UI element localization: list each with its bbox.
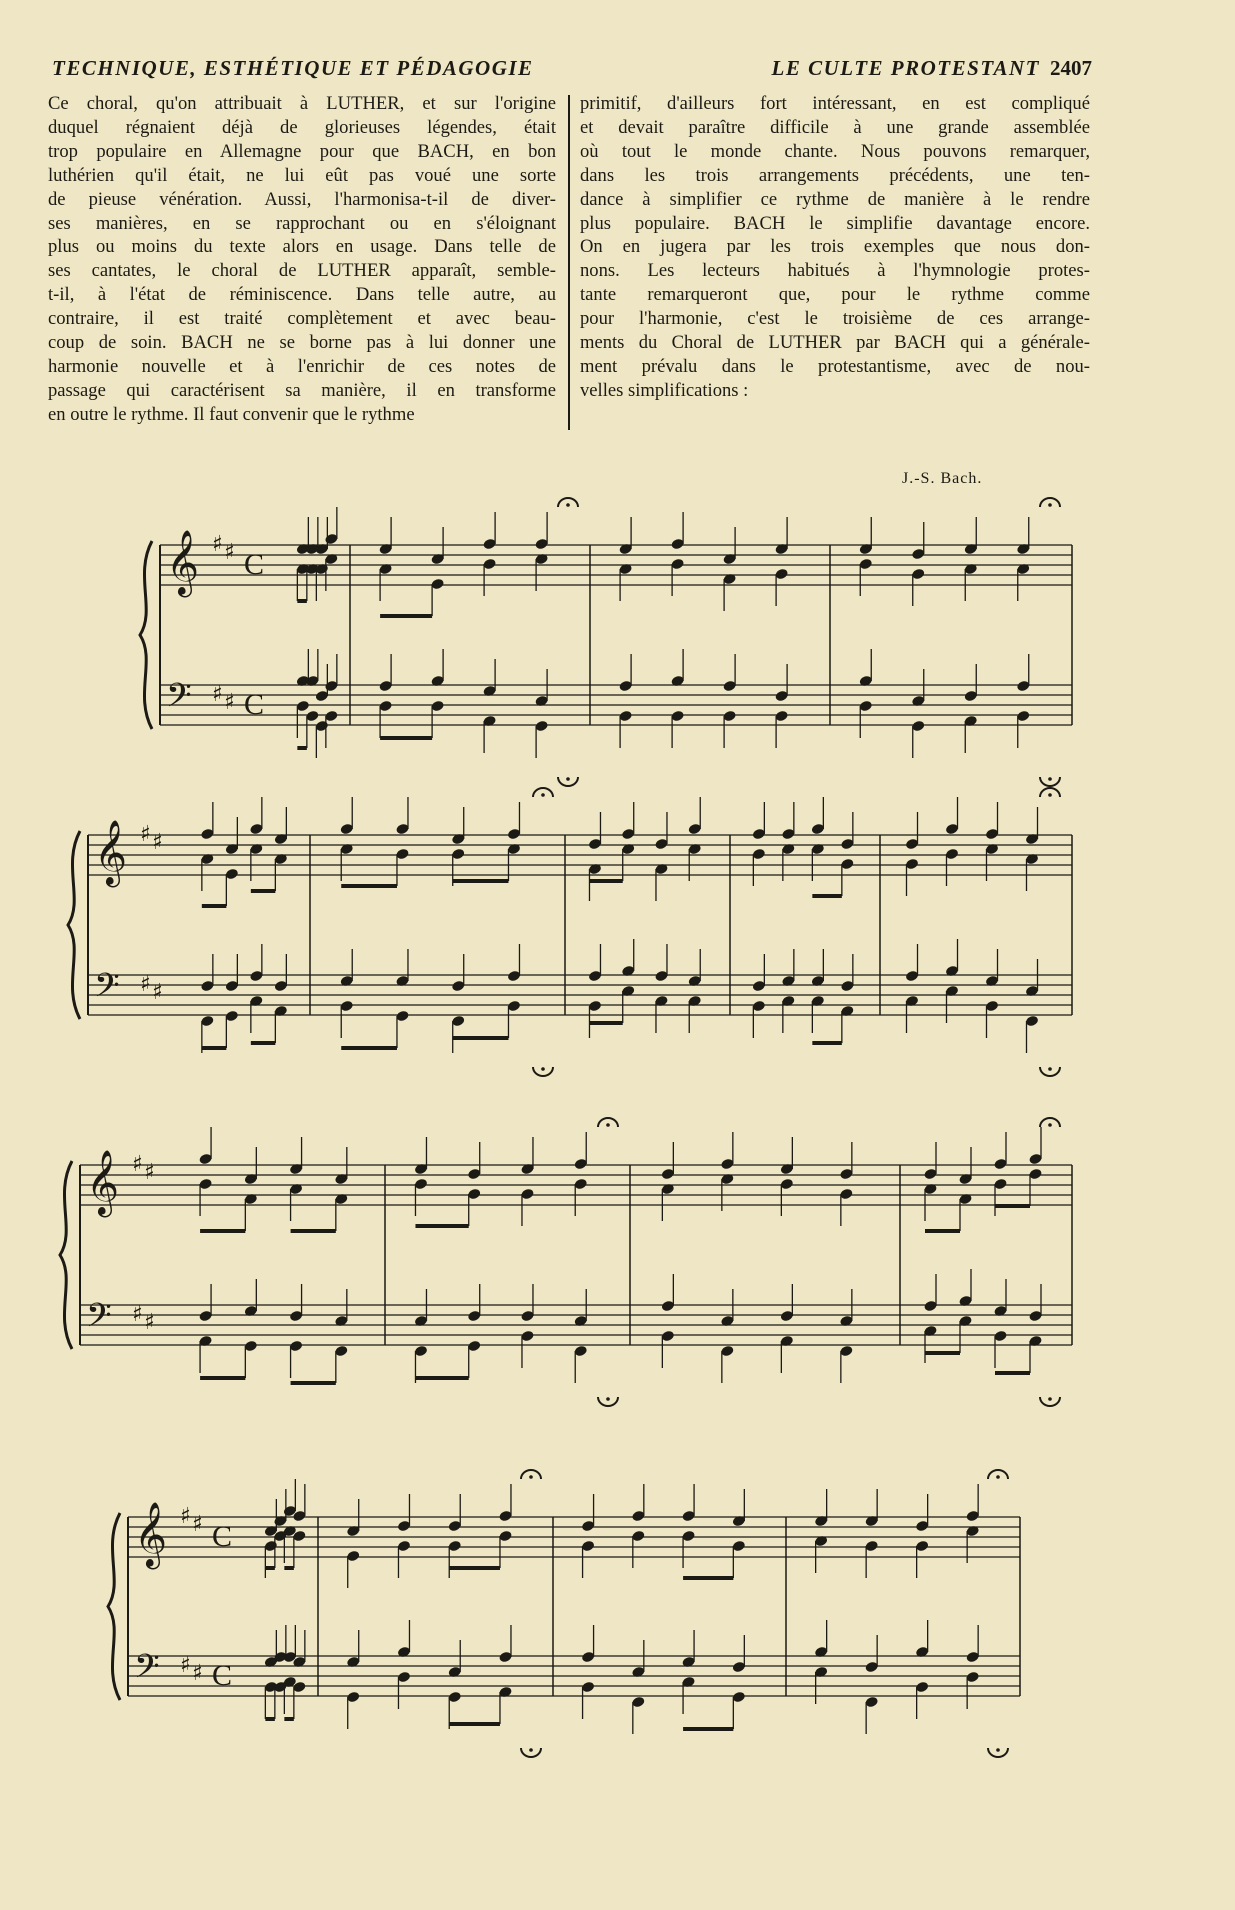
text-line: On en jugera par les trois exemples que nous don- <box>580 236 1090 258</box>
text-line: plus ou moins du texte alors en usage. Dans telle de <box>48 236 556 258</box>
fermata-dot <box>1048 793 1052 797</box>
text-line: ment prévalu dans le protestantisme, avec de nou- <box>580 355 1090 377</box>
key-signature-sharp: ♯ <box>192 1512 203 1537</box>
header-chapter-title: LE CULTE PROTESTANT <box>771 56 1040 80</box>
key-signature-sharp: ♯ <box>140 972 151 997</box>
text-line: Ce choral, qu'on attribuait à LUTHER, et sur l'origine <box>48 93 556 114</box>
key-signature-sharp: ♯ <box>132 1152 143 1177</box>
text-line: velles simplifications : <box>580 379 749 401</box>
fermata-dot <box>996 1475 1000 1479</box>
text-line: plus populaire. BACH le simplifie davantage encore. <box>580 212 1090 234</box>
text-line: dans les trois arrangements précédents, une ten- <box>580 164 1090 186</box>
bass-clef: 𝄢 <box>134 1648 160 1694</box>
text-line: pour l'harmonie, c'est le troisième de ces arrange- <box>580 308 1090 330</box>
key-signature-sharp: ♯ <box>224 690 235 715</box>
text-line: ses manières, en se rapprochant ou en s'éloignant <box>48 212 556 234</box>
treble-clef: 𝄞 <box>134 1502 168 1567</box>
fermata-dot <box>529 1748 533 1752</box>
key-signature-sharp: ♯ <box>152 980 163 1005</box>
key-signature-sharp: ♯ <box>224 540 235 565</box>
text-line: coup de soin. BACH ne se borne pas à lui donner une <box>48 332 556 354</box>
text-line: ses cantates, le choral de LUTHER apparaît, semble- <box>48 260 556 282</box>
header-section-title: TECHNIQUE, ESTHÉTIQUE ET PÉDAGOGIE <box>52 56 534 80</box>
brace <box>108 1513 120 1700</box>
fermata-dot <box>996 1748 1000 1752</box>
key-signature-sharp: ♯ <box>144 1160 155 1185</box>
text-line: trop populaire en Allemagne pour que BACH, en bon <box>48 140 556 162</box>
treble-clef: 𝄞 <box>86 1150 120 1215</box>
key-signature-sharp: ♯ <box>180 1653 191 1678</box>
text-line: et devait paraître difficile à une grande assemblée <box>580 116 1090 138</box>
key-signature-sharp: ♯ <box>192 1661 203 1686</box>
key-signature-sharp: ♯ <box>180 1504 191 1529</box>
time-signature: C <box>212 1520 233 1553</box>
key-signature-sharp: ♯ <box>132 1302 143 1327</box>
text-line: passage qui caractérisent sa manière, il en transforme <box>48 379 556 401</box>
brace <box>68 831 80 1019</box>
text-line: tante remarqueront que, pour le rythme comme <box>580 284 1090 306</box>
fermata-dot <box>541 793 545 797</box>
fermata-dot <box>1048 1397 1052 1401</box>
fermata-dot <box>566 503 570 507</box>
text-line: dance à simplifier ce rythme de manière à le rendre <box>580 188 1090 210</box>
page-number: 2407 <box>1050 56 1092 80</box>
fermata-dot <box>1048 1123 1052 1127</box>
text-line: en outre le rythme. Il faut convenir que le rythme <box>48 403 415 425</box>
fermata-dot <box>606 1397 610 1401</box>
text-line: duquel régnaient déjà de glorieuses légendes, était <box>48 116 556 138</box>
text-line: de pieuse vénération. Aussi, l'harmonisa-t-il de diver- <box>48 188 556 210</box>
text-line: luthérien qu'il était, ne lui eût pas voué une sorte <box>48 164 556 186</box>
fermata-dot <box>541 1067 545 1071</box>
time-signature: C <box>212 1659 233 1692</box>
bass-clef: 𝄢 <box>94 967 120 1013</box>
text-line: contraire, il est traité complètement et avec beau- <box>48 308 556 330</box>
treble-clef: 𝄞 <box>166 530 200 595</box>
key-signature-sharp: ♯ <box>144 1310 155 1335</box>
text-line: où tout le monde chante. Nous pouvons remarquer, <box>580 140 1090 162</box>
key-signature-sharp: ♯ <box>212 532 223 557</box>
text-line: harmonie nouvelle et à l'enrichir de ces notes de <box>48 355 556 377</box>
fermata-dot <box>529 1475 533 1479</box>
bass-clef: 𝄢 <box>86 1297 112 1343</box>
time-signature: C <box>244 548 265 581</box>
fermata-dot <box>606 1123 610 1127</box>
bass-clef: 𝄢 <box>166 677 192 723</box>
fermata-dot <box>1048 1067 1052 1071</box>
text-line: ments du Choral de LUTHER par BACH qui a générale- <box>580 332 1090 354</box>
fermata-dot <box>1048 503 1052 507</box>
text-line: nons. Les lecteurs habitués à l'hymnologie protes- <box>580 260 1090 282</box>
key-signature-sharp: ♯ <box>152 830 163 855</box>
key-signature-sharp: ♯ <box>212 682 223 707</box>
brace <box>60 1161 72 1349</box>
brace <box>140 541 152 729</box>
text-line: primitif, d'ailleurs fort intéressant, en est compliqué <box>580 93 1090 114</box>
fermata-dot <box>566 777 570 781</box>
time-signature: C <box>244 688 265 721</box>
treble-clef: 𝄞 <box>94 820 128 885</box>
composer-name: J.-S. Bach. <box>902 470 983 487</box>
text-line: t-il, à l'état de réminiscence. Dans telle autre, au <box>48 284 556 306</box>
key-signature-sharp: ♯ <box>140 822 151 847</box>
fermata-dot <box>1048 777 1052 781</box>
